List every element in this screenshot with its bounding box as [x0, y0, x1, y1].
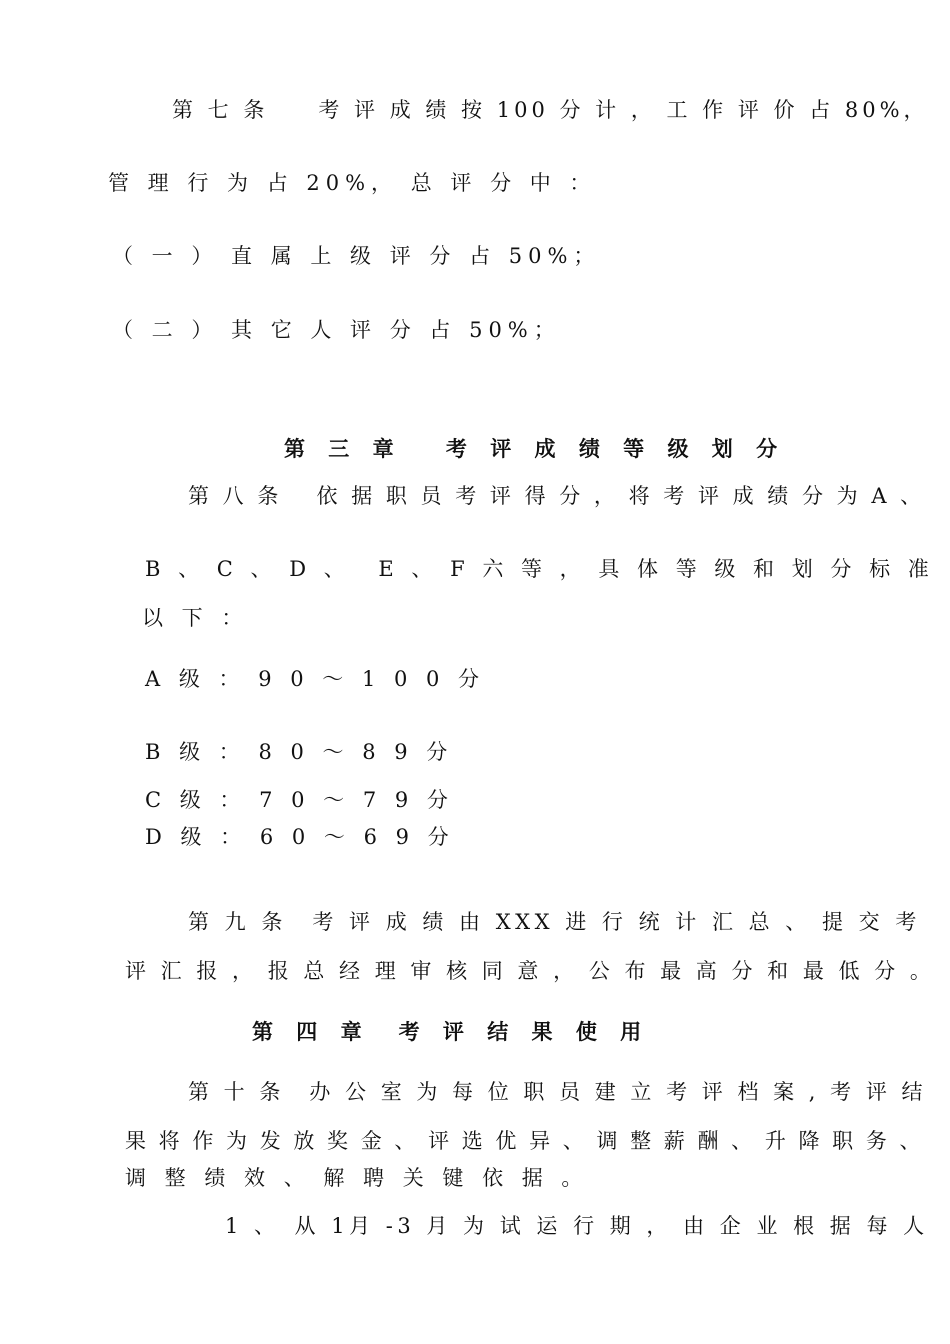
article-8-line-3: 以 下 ：: [142, 606, 249, 630]
article-9-line-1: 第 九 条 考 评 成 绩 由 XXX 进 行 统 计 汇 总 、 提 交 考: [188, 910, 921, 934]
article-7-line-2: 管 理 行 为 占 20%， 总 评 分 中 ：: [108, 171, 597, 195]
chapter-3-title: 第 三 章 考 评 成 绩 等 级 划 分: [284, 436, 786, 461]
article-8-line-2: B 、 C 、 D 、 E 、 F 六 等 ， 具 体 等 级 和 划 分 标 准: [145, 557, 935, 581]
grade-d: D 级 ： 6 0 ～ 6 9 分: [145, 825, 455, 849]
article-7-item-1: （ 一 ） 直 属 上 级 评 分 占 50%；: [112, 244, 601, 268]
article-10-item-1: 1 、 从 1月 -3 月 为 试 运 行 期 ， 由 企 业 根 据 每 人: [225, 1214, 929, 1238]
article-9-line-2: 评 汇 报 ， 报 总 经 理 审 核 同 意 ， 公 布 最 高 分 和 最 低 分 。: [125, 959, 935, 983]
article-10-line-1: 第 十 条 办 公 室 为 每 位 职 员 建 立 考 评 档 案 , 考 评 结: [188, 1080, 927, 1104]
article-10-line-2: 果 将 作 为 发 放 奖 金 、 评 选 优 异 、 调 整 薪 酬 、 升 降 职 务 、: [125, 1129, 924, 1153]
grade-b: B 级 ： 8 0 ～ 8 9 分: [145, 740, 454, 764]
article-7-item-2: （ 二 ） 其 它 人 评 分 占 50%；: [112, 318, 561, 342]
grade-c: C 级 ： 7 0 ～ 7 9 分: [145, 788, 454, 812]
article-8-line-1: 第 八 条 依 据 职 员 考 评 得 分 ， 将 考 评 成 绩 分 为 A 、: [188, 484, 925, 508]
chapter-4-title: 第 四 章 考 评 结 果 使 用: [252, 1019, 650, 1044]
article-10-line-3: 调 整 绩 效 、 解 聘 关 键 依 据 。: [125, 1166, 589, 1190]
grade-a: A 级 ： 9 0 ～ 1 0 0 分: [145, 667, 486, 691]
article-7-line-1: 第 七 条 考 评 成 绩 按 100 分 计 ， 工 作 评 价 占 80%，: [172, 98, 929, 122]
